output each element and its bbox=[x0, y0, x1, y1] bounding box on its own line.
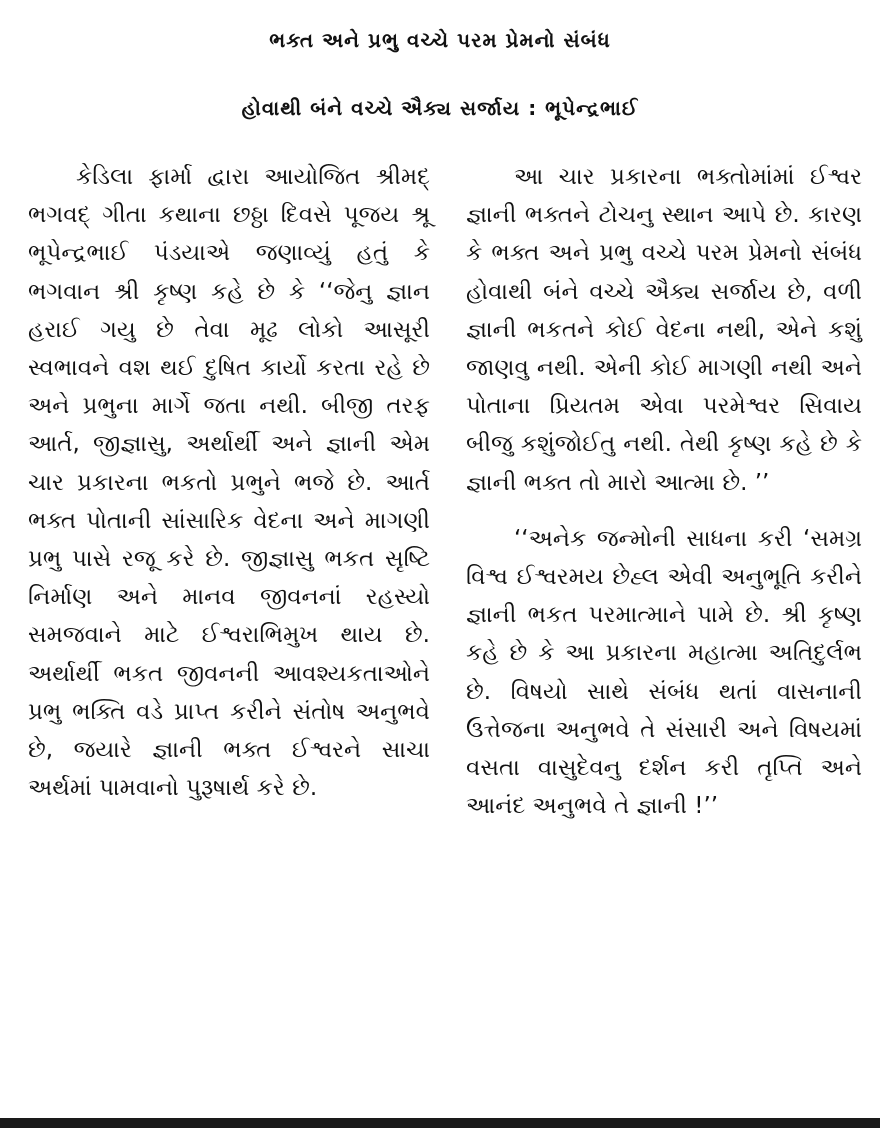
left-paragraph: કેડિલા ફાર્મા દ્વારા આયોજિત શ્રીમદ્ ભગવદ્ ગીતા કથાના છઠ્ઠા દિવસે પૂજય શ્રૂ ભૂપેન્દ્રભાઈ પંડયાએ જણાવ્યું હતું કે ભગવાન શ્રી કૃષ્ણ કહે છે કે ‘‘જેનુ જ્ઞાન હરાઈ ગયુ છે તેવા મૂઢ લોકો આસૂરી સ્વભાવને વશ થઈ દુષિત કાર્યો કરતા રહે છે અને પ્રભુના માર્ગે જતા નથી. બીજી તરફ આર્ત, જીજ્ઞાસુ, અર્થાર્થી અને જ્ઞાની એમ ચાર પ્રકારના ભકતો પ્રભુને ભજે છે. આર્ત ભક્ત પોતાની સાંસારિક વેદના અને માગણી પ્રભુ પાસે રજૂ કરે છે. જીજ્ઞાસુ ભકત સૃષ્ટિ નિર્માણ અને માનવ જીવનનાં રહસ્યો સમજવાને માટે ઈશ્વરાભિમુખ થાય છે. અર્થાર્થી ભકત જીવનની આવશ્યકતાઓને પ્રભુ ભક્તિ વડે પ્રાપ્ત કરીને સંતોષ અનુભવે છે, જયારે જ્ઞાની ભક્ત ઈશ્વરને સાચા અર્થમાં પામવાનો પુરૂષાર્થ કરે છે. bbox=[28, 164, 430, 802]
left-column bbox=[28, 158, 430, 807]
headline-line-1: ભક્ત અને પ્રભુ વચ્ચે પરમ પ્રેમનો સંબંધ bbox=[269, 28, 611, 52]
headline-line-2: હોવાથી બંને વચ્ચે ઐક્ય સર્જાય : ભૂપેન્દ્રભાઈ bbox=[241, 96, 639, 120]
headline bbox=[0, 6, 880, 142]
right-paragraph-2: ‘‘અનેક જન્મોની સાધના કરી ‘સમગ્ર વિશ્વ ઈશ્વરમય છેહ્લ એવી અનુભૂતિ કરીને જ્ઞાની ભકત પરમાત્માને પામે છે. શ્રી કૃષ્ણ કહે છે કે આ પ્રકારના મહાત્મા અતિદુર્લભ છે. વિષયો સાથે સંબંધ થતાં વાસનાની ઉત્તેજના અનુભવે તે સંસારી અને વિષયમાં વસતા વાસુદેવનુ દર્શન કરી તૃપ્તિ અને આનંદ અનુભવે તે જ્ઞાની !’’ bbox=[466, 525, 862, 820]
right-paragraph-1: આ ચાર પ્રકારના ભક્તોમાંમાં ઈશ્વર જ્ઞાની ભક્તને ટોચનુ સ્થાન આપે છે. કારણ કે ભક્ત અને પ્રભુ વચ્ચે પરમ પ્રેમનો સંબંધ હોવાથી બંને વચ્ચે ઐક્ય સર્જાય છે, વળી જ્ઞાની ભકતને કોઈ વેદના નથી, એને કશું જાણવુ નથી. એની કોઈ માગણી નથી અને પોતાના પ્રિયતમ એવા પરમેશ્વર સિવાય બીજુ કશુંજોઈતુ નથી. તેથી કૃષ્ણ કહે છે કે જ્ઞાની ભક્ત તો મારો આત્મા છે. ’’ bbox=[466, 164, 862, 496]
bottom-rule bbox=[0, 1118, 880, 1128]
right-column bbox=[466, 158, 862, 825]
